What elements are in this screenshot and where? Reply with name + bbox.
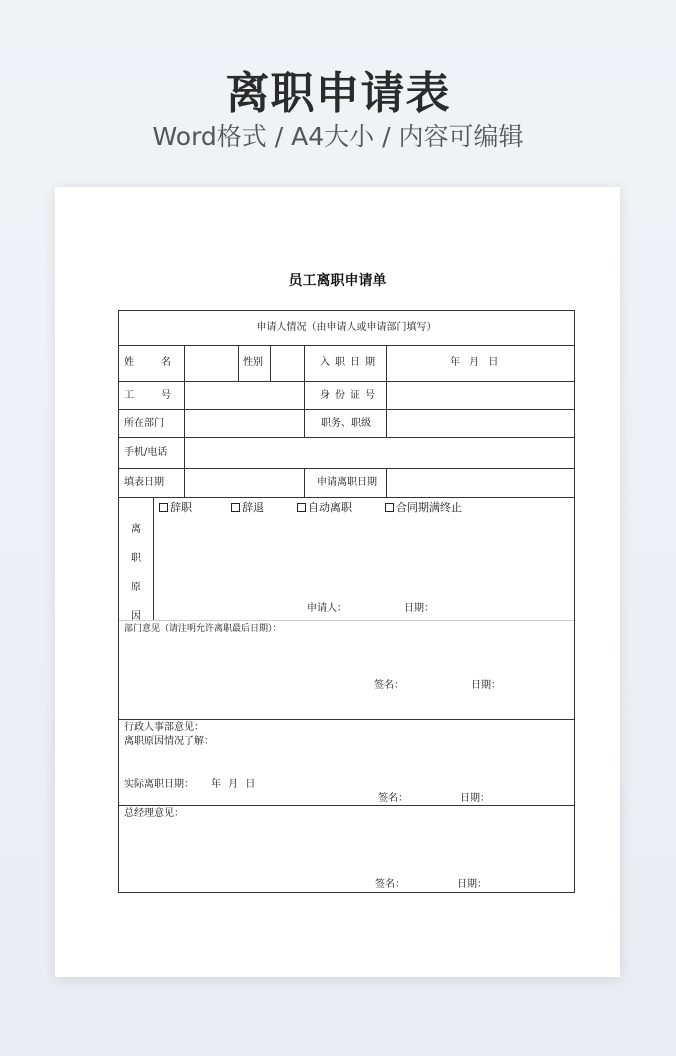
banner-title: 离职申请表: [225, 68, 451, 119]
col-divider: [153, 497, 154, 620]
row-divider: [119, 719, 574, 720]
col-divider: [386, 468, 387, 497]
label-position: 职务、职级: [321, 418, 371, 429]
row-divider: [119, 345, 574, 346]
hr-reason-note: 离职原因情况了解：: [124, 736, 214, 747]
reason-applicant-label: 申请人：: [307, 603, 347, 614]
dept-date-label: 日期：: [471, 680, 501, 691]
reason-label-char: 职: [131, 553, 141, 564]
hr-sign-label: 签名：: [378, 793, 408, 804]
row-divider: [119, 497, 574, 498]
col-divider: [184, 345, 185, 437]
checkbox[interactable]: [159, 503, 168, 512]
option-contract-end[interactable]: 合同期满终止: [385, 501, 462, 515]
col-divider: [304, 468, 305, 497]
gm-date-label: 日期：: [457, 879, 487, 890]
checkbox[interactable]: [231, 503, 240, 512]
col-divider: [304, 345, 305, 437]
row-divider: [119, 468, 574, 469]
hr-actual-date-label: 实际离职日期：: [124, 779, 194, 790]
label-gender: 性别: [243, 357, 263, 368]
label-phone: 手机/电话: [124, 447, 168, 458]
reason-label-char: 离: [131, 524, 141, 535]
col-divider: [184, 468, 185, 497]
label-id-number: 身份证号: [320, 390, 380, 401]
label-name: 姓 名: [124, 357, 184, 368]
reason-label-char: 因: [131, 611, 141, 622]
col-divider: [184, 437, 185, 468]
gm-opinion-label: 总经理意见：: [124, 808, 184, 819]
document-page: [55, 187, 620, 977]
label-entry-date: 入职日期: [320, 357, 380, 368]
section-header: 申请人情况（由申请人或申请部门填写）: [256, 322, 437, 333]
row-divider-light: [119, 620, 574, 621]
row-divider: [119, 805, 574, 806]
resignation-form-table: [118, 310, 575, 893]
option-self-leave[interactable]: 自动离职: [297, 501, 352, 515]
reason-date-label: 日期：: [404, 603, 434, 614]
banner-subtitle: Word格式 / A4大小 / 内容可编辑: [152, 122, 524, 151]
col-divider: [386, 345, 387, 437]
gm-sign-label: 签名：: [375, 879, 405, 890]
row-divider: [119, 437, 574, 438]
dept-opinion-label: 部门意见（请注明允许离职最后日期）：: [124, 624, 282, 634]
col-divider: [270, 345, 271, 381]
row-divider: [119, 381, 574, 382]
dept-sign-label: 签名：: [374, 680, 404, 691]
hr-date-label: 日期：: [460, 793, 490, 804]
col-divider: [238, 345, 239, 381]
label-department: 所在部门: [124, 418, 164, 429]
hr-opinion-label: 行政人事部意见：: [124, 722, 204, 733]
checkbox[interactable]: [385, 503, 394, 512]
hr-actual-date-ymd[interactable]: 年 月 日: [211, 779, 256, 790]
document-title: 员工离职申请单: [288, 273, 387, 289]
entry-date-value[interactable]: 年 月 日: [450, 357, 499, 368]
checkbox[interactable]: [297, 503, 306, 512]
row-divider: [119, 409, 574, 410]
label-apply-leave-date: 申请离职日期: [317, 477, 377, 488]
option-dismissed[interactable]: 辞退: [231, 501, 264, 515]
label-fill-date: 填表日期: [124, 477, 164, 488]
reason-label-char: 原: [131, 582, 141, 593]
label-employee-id: 工 号: [124, 390, 184, 401]
option-resign[interactable]: 辞职: [159, 501, 192, 515]
